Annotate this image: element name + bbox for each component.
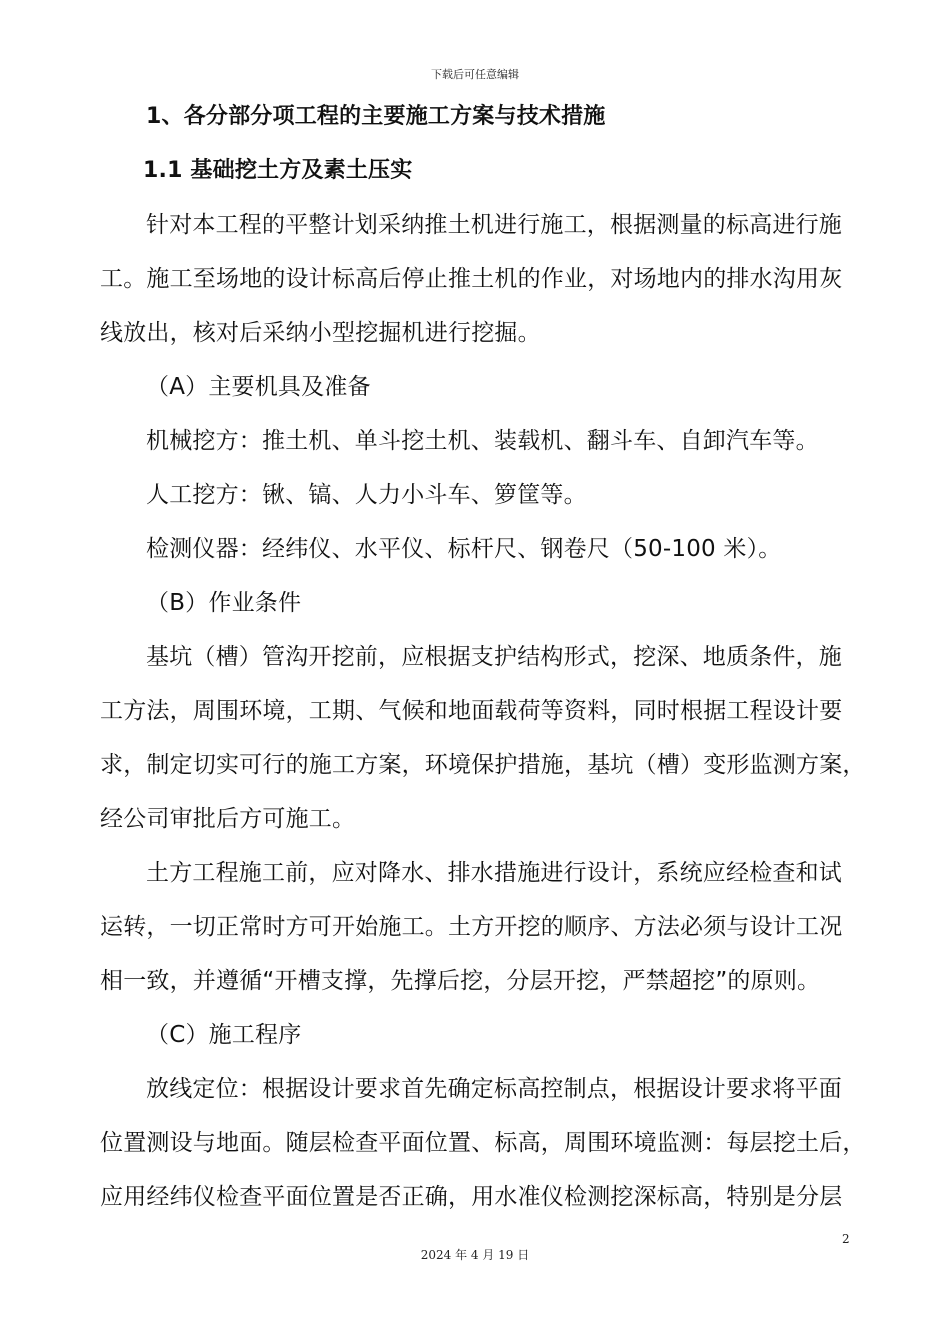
body-line: 土方工程施工前，应对降水、排水措施进行设计，系统应经检查和试 <box>146 860 842 886</box>
body-line: 放线定位：根据设计要求首先确定标高控制点，根据设计要求将平面 <box>146 1076 842 1102</box>
body-line: 经公司审批后方可施工。 <box>100 806 356 832</box>
subheading-a: （A）主要机具及准备 <box>146 374 371 400</box>
body-line: 相一致，并遵循“开槽支撑，先撑后挖，分层开挖，严禁超挖”的原则。 <box>100 968 821 994</box>
page-header: 下载后可任意编辑 <box>431 68 519 81</box>
body-line: 机械挖方：推土机、单斗挖土机、装载机、翻斗车、自卸汽车等。 <box>146 428 819 454</box>
body-line: 人工挖方：锹、镐、人力小斗车、箩筐等。 <box>146 482 587 508</box>
subheading-b: （B）作业条件 <box>146 590 302 616</box>
body-line: 应用经纬仪检查平面位置是否正确，用水准仪检测挖深标高，特别是分层 <box>100 1184 843 1210</box>
body-line: 工。施工至场地的设计标高后停止推土机的作业，对场地内的排水沟用灰 <box>100 266 843 292</box>
body-line: 基坑（槽）管沟开挖前，应根据支护结构形式，挖深、地质条件，施 <box>146 644 842 670</box>
subheading-c: （C）施工程序 <box>146 1022 302 1048</box>
section-heading: 1、各分部分项工程的主要施工方案与技术措施 <box>146 104 606 129</box>
body-line: 线放出，核对后采纳小型挖掘机进行挖掘。 <box>100 320 541 346</box>
subsection-heading: 1.1 基础挖土方及素土压实 <box>143 158 413 183</box>
body-line: 位置测设与地面。随层检查平面位置、标高，周围环境监测：每层挖土后， <box>100 1130 866 1156</box>
page-number: 2 <box>842 1232 850 1246</box>
body-line: 求，制定切实可行的施工方案，环境保护措施，基坑（槽）变形监测方案， <box>100 752 866 778</box>
body-line: 工方法，周围环境，工期、气候和地面载荷等资料，同时根据工程设计要 <box>100 698 843 724</box>
page-footer-date: 2024 年 4 月 19 日 <box>420 1248 530 1262</box>
body-line: 检测仪器：经纬仪、水平仪、标杆尺、钢卷尺（50-100 米）。 <box>146 536 782 562</box>
body-line: 运转，一切正常时方可开始施工。土方开挖的顺序、方法必须与设计工况 <box>100 914 843 940</box>
body-line: 针对本工程的平整计划采纳推土机进行施工，根据测量的标高进行施 <box>146 212 842 238</box>
